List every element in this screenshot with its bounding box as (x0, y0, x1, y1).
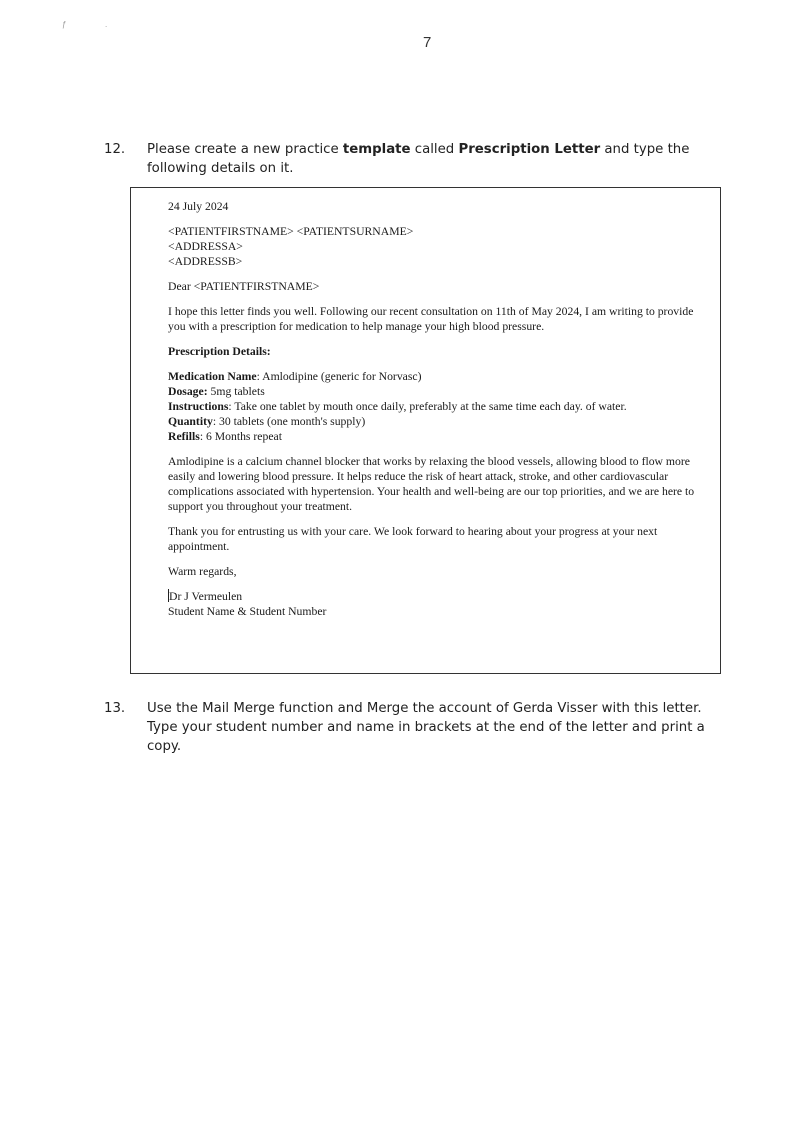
detail-value: 6 Months repeat (205, 430, 282, 443)
detail-label: Instructions (168, 400, 229, 413)
letter-content (168, 199, 708, 619)
detail-label: Dosage: (168, 385, 208, 398)
question-keyword: Prescription Letter (458, 142, 601, 157)
body-paragraph: Amlodipine is a calcium channel blocker that works by relaxing the blood vessels, allowing blood to flow more easily and lowering blood pressure. It helps reduce the risk of heart attack, stroke, and other cardiovascular complications associated with hypertension. Your health and well-being are our top priorities, and we are here to support you throughout your treatment. (168, 455, 695, 513)
detail-separator: : (256, 370, 263, 383)
detail-row (168, 369, 708, 384)
detail-separator: : (212, 415, 219, 428)
detail-label: Refills (168, 430, 200, 443)
signature-name: Dr J Vermeulen (169, 590, 243, 603)
detail-row (168, 414, 708, 429)
detail-row (168, 399, 708, 414)
details-heading-text: Prescription Details: (168, 345, 271, 358)
address-line: <ADDRESSB> (168, 255, 243, 268)
page-mark: 7 (423, 34, 432, 51)
closing: Warm regards, (168, 565, 237, 578)
question-number: 13. (104, 701, 126, 716)
salutation: Dear <PATIENTFIRSTNAME> (168, 280, 320, 293)
detail-row (168, 429, 708, 444)
detail-separator: : (199, 430, 206, 443)
detail-separator: : (228, 400, 235, 413)
detail-label: Quantity (168, 415, 213, 428)
question-text-part: and type the following details on it. (147, 142, 690, 176)
signature-name-line (168, 589, 708, 604)
question-line: Use the Mail Merge function and Merge the account of Gerda Visser with this letter. (147, 701, 702, 716)
letter-date: 24 July 2024 (168, 200, 229, 213)
detail-value: 5mg tablets (210, 385, 265, 398)
details-heading (168, 344, 708, 359)
question-number: 12. (104, 142, 126, 157)
detail-value: Amlodipine (generic for Norvasc) (262, 370, 422, 383)
address-line: <PATIENTFIRSTNAME> <PATIENTSURNAME> (168, 225, 414, 238)
question-keyword: template (342, 142, 411, 157)
scan-mark: ƒ (62, 20, 67, 29)
signature-line: Student Name & Student Number (168, 605, 327, 618)
question-line: Type your student number and name in brackets at the end of the letter and print a copy. (147, 720, 705, 754)
detail-row (168, 384, 708, 399)
detail-value: 30 tablets (one month's supply) (218, 415, 366, 428)
question-text-part: Please create a new practice (147, 142, 343, 157)
intro-paragraph: I hope this letter finds you well. Following our recent consultation on 11th of May 2024, I am writing to provide you with a prescription for medication to help manage your high blood pressure. (168, 305, 694, 333)
scan-mark: . (105, 20, 108, 29)
letter-template-box (130, 187, 721, 674)
question-text (147, 699, 717, 756)
detail-label: Medication Name (168, 370, 257, 383)
question-text-part: called (410, 142, 459, 157)
body-paragraph: Thank you for entrusting us with your care. We look forward to hearing about your progress at your next appointment. (168, 525, 658, 553)
address-line: <ADDRESSA> (168, 240, 243, 253)
detail-value: Take one tablet by mouth once daily, preferably at the same time each day. of water. (234, 400, 627, 413)
question-text (147, 140, 707, 178)
